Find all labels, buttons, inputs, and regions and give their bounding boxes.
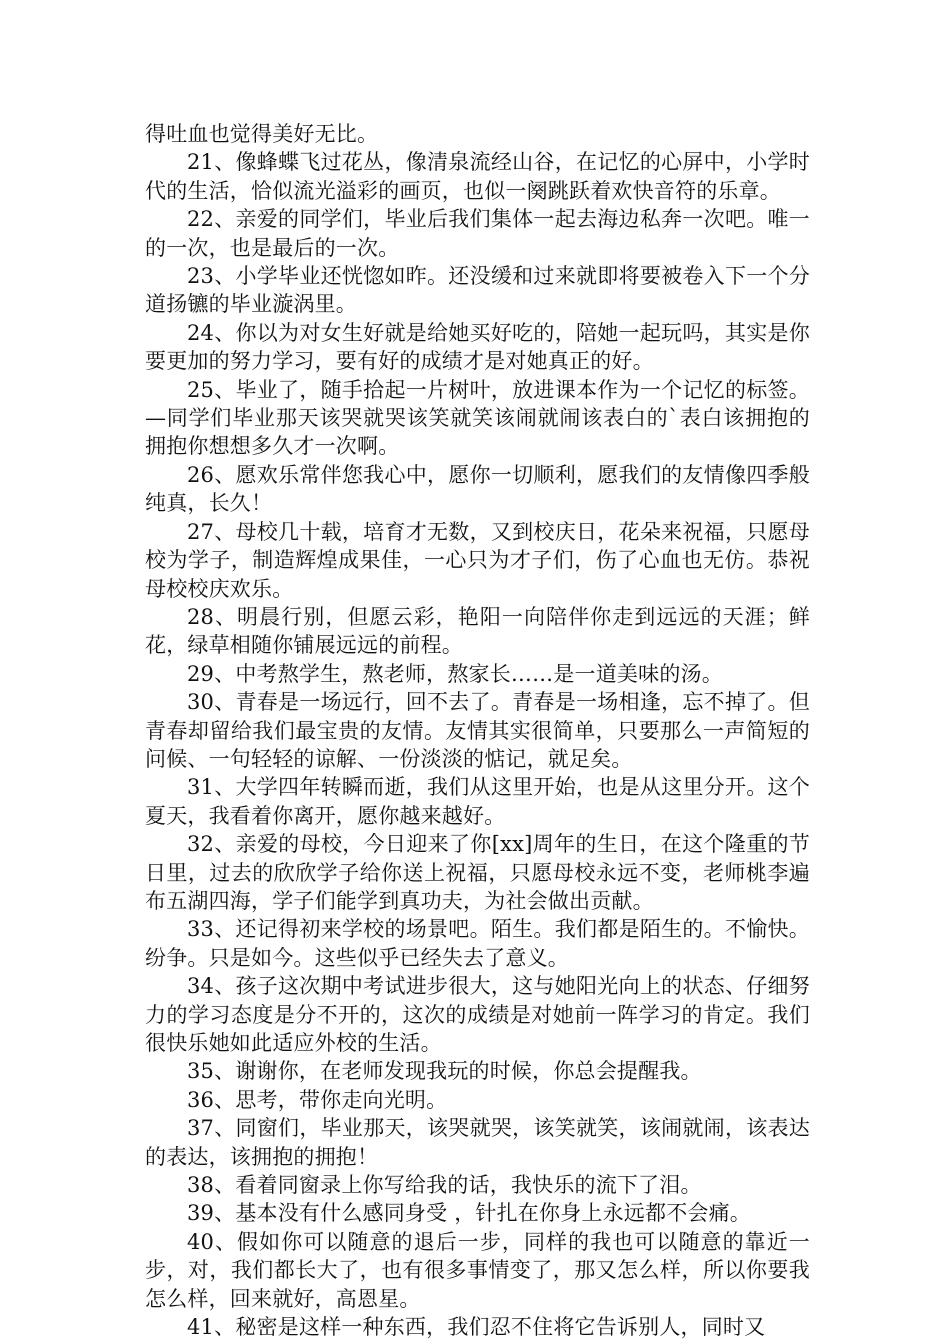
paragraph: 29、中考熬学生，熬老师，熬家长……是一道美味的汤。 bbox=[187, 661, 723, 686]
paragraph: 25、毕业了，随手拾起一片树叶，放进课本作为一个记忆的标签。—同学们毕业那天该哭就哭该笑就笑该闹就闹该表白的`表白该拥抱的拥抱你想想多久才一次啊。 bbox=[145, 377, 810, 459]
paragraph: 32、亲爱的母校，今日迎来了你[xx]周年的生日，在这个隆重的节日里，过去的欣欣学子给你送上祝福，只愿母校永远不变，老师桃李遍布五湖四海，学子们能学到真功夫，为社会做出贡献。 bbox=[145, 832, 810, 913]
paragraph: 31、大学四年转瞬而逝，我们从这里开始，也是从这里分开。这个夏天，我看着你离开，愿你越来越好。 bbox=[145, 775, 810, 828]
paragraph: 41、秘密是这样一种东西，我们忍不住将它告诉别人，同时又 bbox=[187, 1315, 766, 1340]
paragraph: 36、思考，带你走向光明。 bbox=[187, 1087, 448, 1112]
paragraph: 35、谢谢你，在老师发现我玩的时候，你总会提醒我。 bbox=[187, 1059, 702, 1084]
paragraph: 33、还记得初来学校的场景吧。陌生。我们都是陌生的。不愉快。纷争。只是如今。这些似乎已经失去了意义。 bbox=[145, 917, 810, 970]
paragraph: 30、青春是一场远行，回不去了。青春是一场相逢，忘不掉了。但青春却留给我们最宝贵的友情。友情其实很简单，只要那么一声简短的问候、一句轻轻的谅解、一份淡淡的惦记，就足矣。 bbox=[145, 690, 810, 771]
paragraph: 23、小学毕业还恍惚如昨。还没缓和过来就即将要被卷入下一个分道扬镳的毕业漩涡里。 bbox=[145, 264, 810, 317]
paragraph: 21、像蜂蝶飞过花丛，像清泉流经山谷，在记忆的心屏中，小学时代的生活，恰似流光溢彩的画页，也似一阕跳跃着欢快音符的乐章。 bbox=[145, 150, 810, 203]
paragraph: 37、同窗们，毕业那天，该哭就哭，该笑就笑，该闹就闹，该表达的表达，该拥抱的拥抱！ bbox=[145, 1116, 810, 1169]
paragraph: 22、亲爱的同学们，毕业后我们集体一起去海边私奔一次吧。唯一的一次，也是最后的一次。 bbox=[145, 207, 810, 260]
paragraph: 38、看着同窗录上你写给我的话，我快乐的流下了泪。 bbox=[187, 1173, 702, 1198]
paragraph: 34、孩子这次期中考试进步很大，这与她阳光向上的状态、仔细努力的学习态度是分不开的，这次的成绩是对她前一阵学习的肯定。我们很快乐她如此适应外校的生活。 bbox=[145, 974, 810, 1055]
document-body bbox=[145, 120, 810, 1341]
paragraph: 26、愿欢乐常伴您我心中，愿你一切顺利，愿我们的友情像四季般纯真，长久！ bbox=[145, 462, 810, 516]
paragraph: 得吐血也觉得美好无比。 bbox=[145, 122, 379, 146]
paragraph: 39、基本没有什么感同身受 ，针扎在你身上永远都不会痛。 bbox=[187, 1201, 751, 1226]
paragraph: 27、母校几十载，培育才无数，又到校庆日，花朵来祝福，只愿母校为学子，制造辉煌成果佳，一心只为才子们，伤了心血也无仿。恭祝母校校庆欢乐。 bbox=[145, 519, 810, 601]
paragraph: 24、你以为对女生好就是给她买好吃的，陪她一起玩吗，其实是你要更加的努力学习，要有好的成绩才是对她真正的好。 bbox=[145, 320, 810, 374]
paragraph: 40、假如你可以随意的退后一步，同样的我也可以随意的靠近一步，对，我们都长大了，也有很多事情变了，那又怎么样，所以你要我怎么样，回来就好，高恩星。 bbox=[145, 1229, 810, 1311]
paragraph: 28、明晨行别，但愿云彩，艳阳一向陪伴你走到远远的天涯；鲜花，绿草相随你铺展远远的前程。 bbox=[145, 604, 810, 658]
